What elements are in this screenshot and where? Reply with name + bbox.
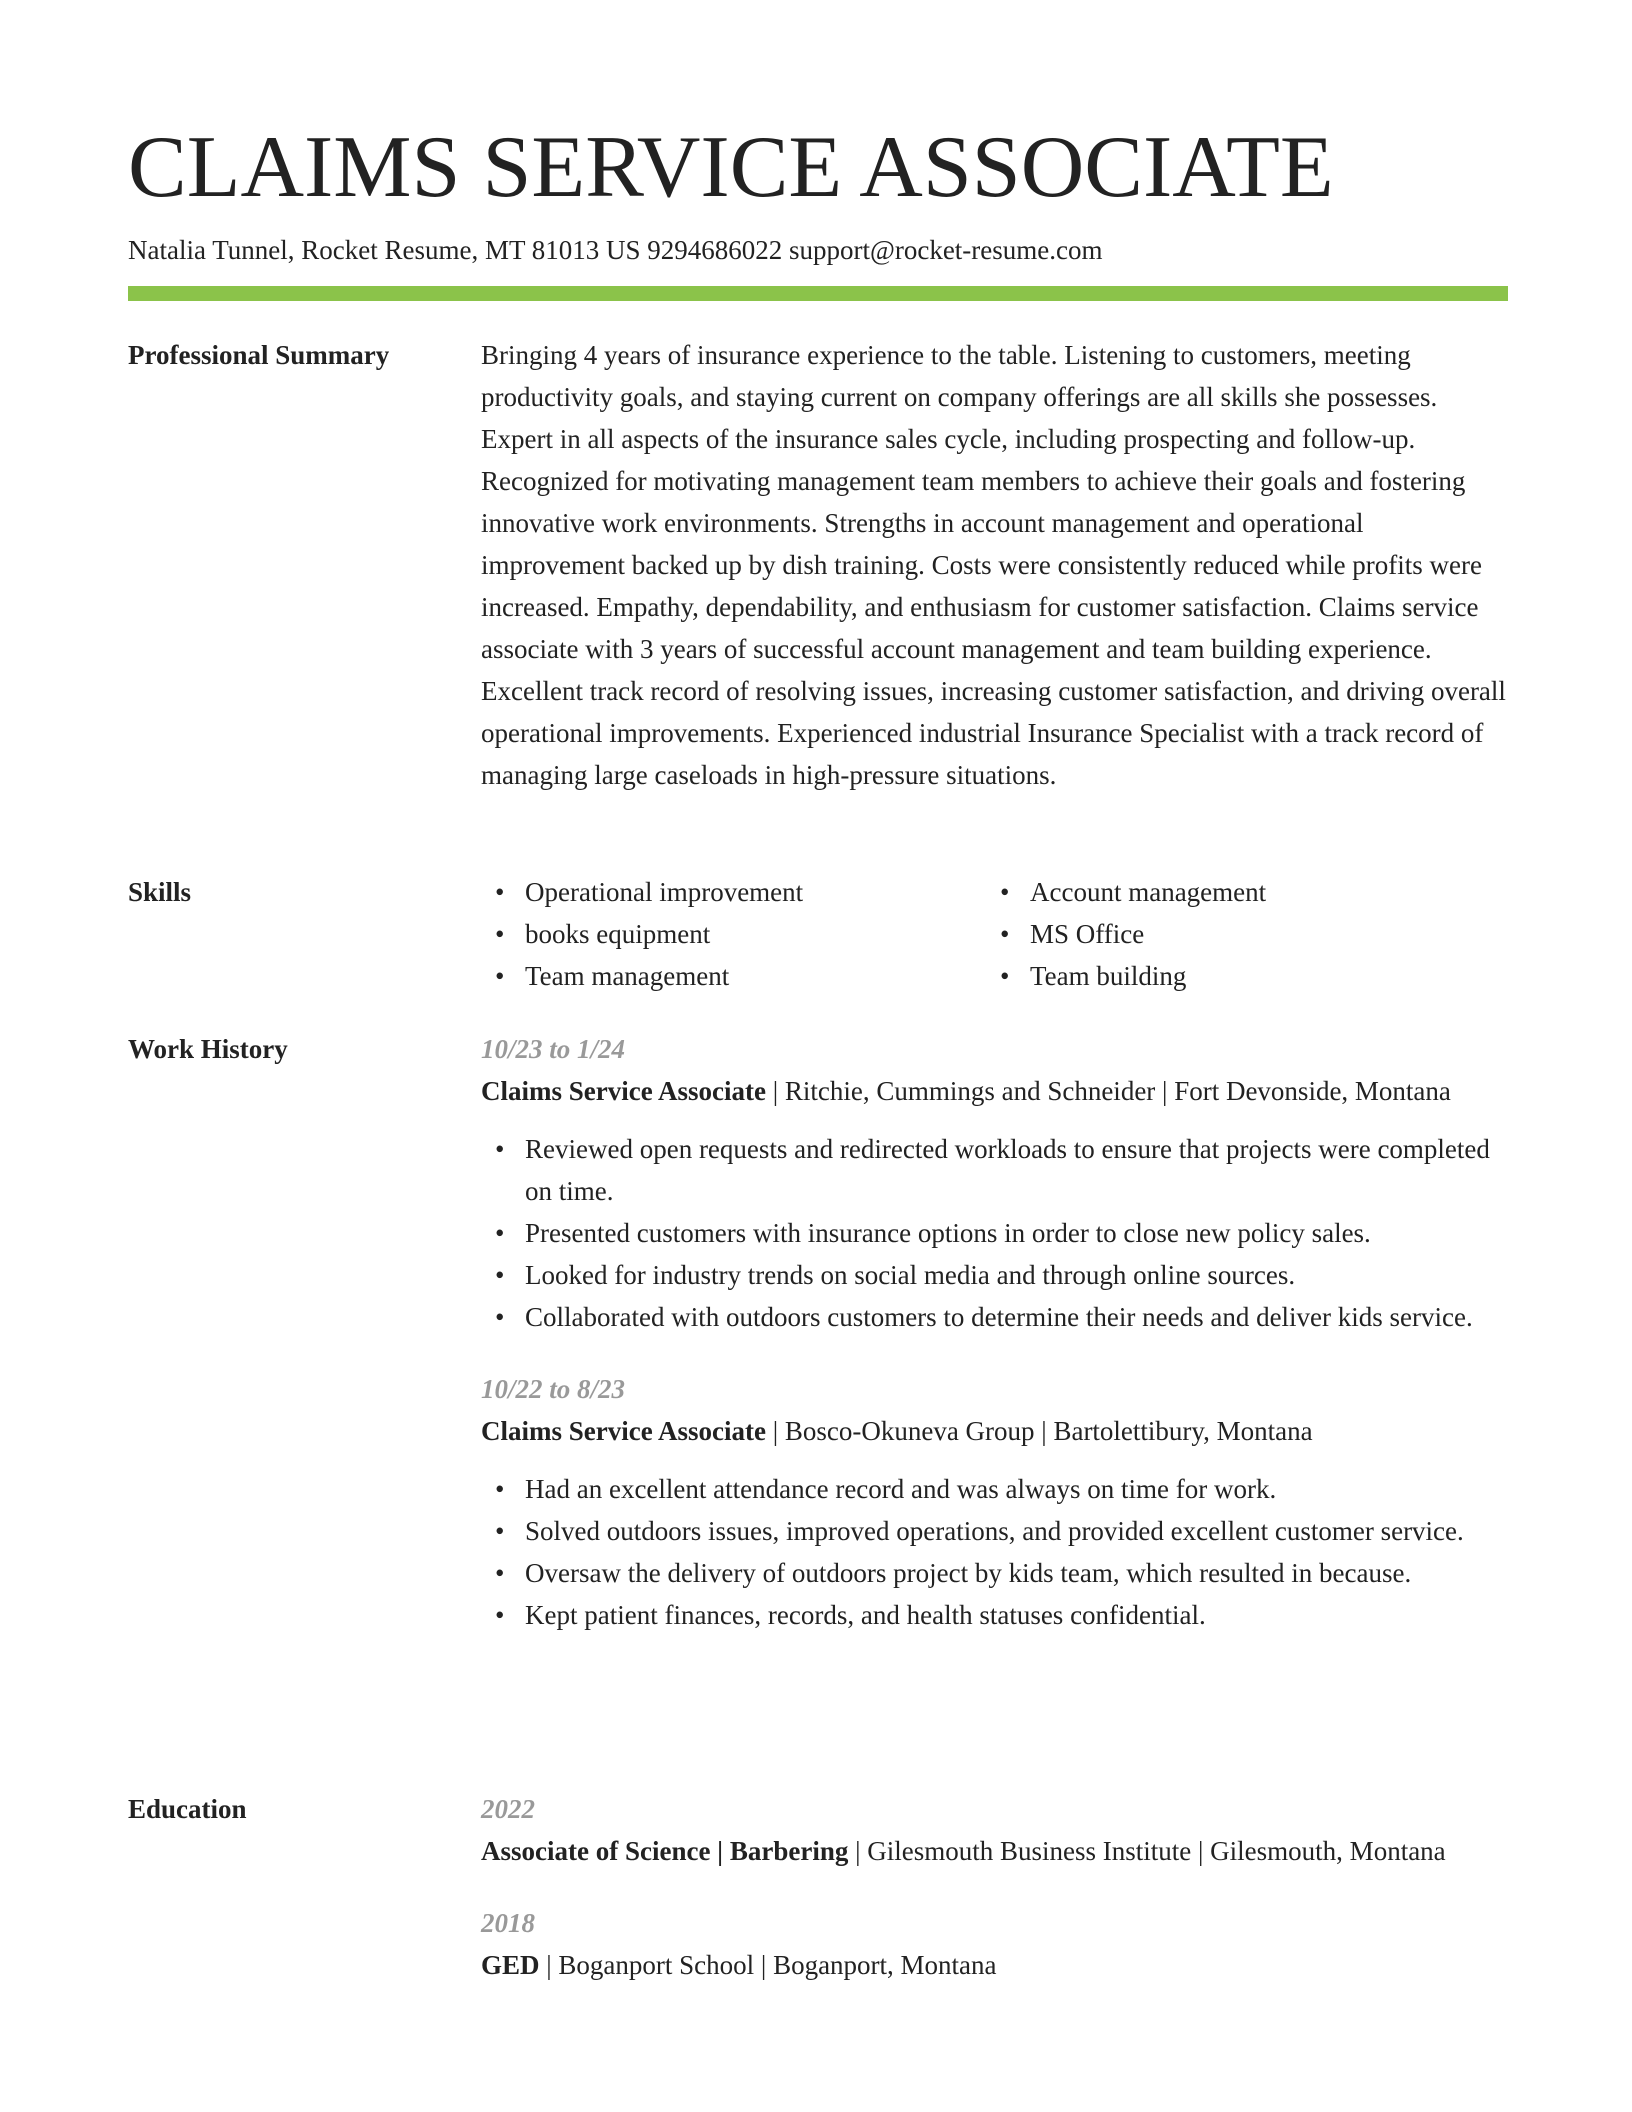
job-bullet	[481, 1552, 1508, 1594]
work-history-body	[481, 1028, 1508, 1636]
job-bullet	[481, 1254, 1508, 1296]
skill-label: Team building	[1030, 961, 1187, 991]
job-bullet-text: Had an excellent attendance record and was always on time for work.	[525, 1474, 1277, 1504]
summary-text: Bringing 4 years of insurance experience to the table. Listening to customers, meeting productivity goals, and staying current on company offerings are all skills she possesses. Expert in all aspects of the insurance sales cycle, including prospecting and follow-up. Recognized for motivating management team members to achieve their goals and fostering innovative work environments. Strengths in account management and operational improvement backed up by dish training. Costs were consistently reduced while profits were increased. Empathy, dependability, and enthusiasm for customer satisfaction. Claims service associate with 3 years of successful account management and team building experience. Excellent track record of resolving issues, increasing customer satisfaction, and driving overall operational improvements. Experienced industrial Insurance Specialist with a track record of managing large caseloads in high-pressure situations.	[481, 340, 1506, 790]
bullet-icon: •	[495, 1218, 505, 1248]
job-entry	[481, 1368, 1508, 1636]
section-label-summary: Professional Summary	[128, 340, 390, 370]
bullet-icon: •	[1000, 877, 1010, 907]
job-date: 10/23 to 1/24	[481, 1034, 626, 1064]
job-bullet	[481, 1594, 1508, 1636]
job-bullet	[481, 1212, 1508, 1254]
bullet-icon: •	[1000, 961, 1010, 991]
job-bullet	[481, 1128, 1508, 1212]
bullet-icon: •	[495, 1134, 505, 1164]
job-bullet	[481, 1510, 1508, 1552]
job-bullet-list	[481, 1468, 1508, 1636]
education-entry	[481, 1902, 1508, 1986]
job-bullet-text: Kept patient finances, records, and health statuses confidential.	[525, 1600, 1206, 1630]
skills-column-right	[986, 871, 1491, 997]
job-title: Claims Service Associate	[481, 1076, 766, 1106]
bullet-icon: •	[495, 919, 505, 949]
education-body	[481, 1788, 1508, 1986]
education-date: 2022	[481, 1794, 535, 1824]
skill-label: Operational improvement	[525, 877, 804, 907]
education-entry	[481, 1788, 1508, 1872]
skill-item	[481, 913, 986, 955]
job-bullet	[481, 1296, 1508, 1338]
job-details: | Bosco-Okuneva Group | Bartolettibury, Montana	[765, 1416, 1313, 1446]
skill-label: books equipment	[525, 919, 711, 949]
skills-grid	[481, 871, 1508, 997]
contact-line: Natalia Tunnel, Rocket Resume, MT 81013 US 9294686022 support@rocket-resume.com	[128, 235, 1103, 265]
education-date: 2018	[481, 1908, 535, 1938]
job-entry	[481, 1028, 1508, 1338]
skills-column-left	[481, 871, 986, 997]
job-heading	[481, 1410, 1508, 1452]
education-details: | Boganport School | Boganport, Montana	[539, 1950, 997, 1980]
skill-item	[986, 871, 1491, 913]
resume-page	[128, 118, 1508, 1980]
skills-body	[481, 871, 1508, 997]
skill-item	[481, 955, 986, 997]
bullet-icon: •	[495, 1516, 505, 1546]
job-details: | Ritchie, Cummings and Schneider | Fort Devonside, Montana	[765, 1076, 1451, 1106]
education-heading	[481, 1944, 1508, 1986]
bullet-icon: •	[495, 1600, 505, 1630]
job-bullet-text: Looked for industry trends on social media and through online sources.	[525, 1260, 1296, 1290]
skill-label: Team management	[525, 961, 730, 991]
education-degree: Associate of Science | Barbering	[481, 1836, 849, 1866]
skill-label: MS Office	[1030, 919, 1145, 949]
section-label-work-history: Work History	[128, 1034, 288, 1064]
section-label-education: Education	[128, 1794, 247, 1824]
skill-item	[481, 871, 986, 913]
bullet-icon: •	[495, 877, 505, 907]
header-divider	[128, 286, 1508, 301]
job-heading	[481, 1070, 1508, 1112]
section-label-skills: Skills	[128, 877, 192, 907]
bullet-icon: •	[495, 1260, 505, 1290]
job-bullet-text: Reviewed open requests and redirected workloads to ensure that projects were completed on time.	[525, 1134, 1490, 1206]
bullet-icon: •	[1000, 919, 1010, 949]
education-heading	[481, 1830, 1508, 1872]
skill-item	[986, 913, 1491, 955]
job-bullet-text: Solved outdoors issues, improved operations, and provided excellent customer service.	[525, 1516, 1464, 1546]
job-date: 10/22 to 8/23	[481, 1374, 626, 1404]
summary-body	[481, 334, 1508, 796]
skill-item	[986, 955, 1491, 997]
bullet-icon: •	[495, 961, 505, 991]
job-bullet-list	[481, 1128, 1508, 1338]
job-bullet-text: Oversaw the delivery of outdoors project by kids team, which resulted in because.	[525, 1558, 1412, 1588]
skill-label: Account management	[1030, 877, 1267, 907]
education-degree: GED	[481, 1950, 540, 1980]
resume-title: CLAIMS SERVICE ASSOCIATE	[128, 119, 1334, 216]
bullet-icon: •	[495, 1558, 505, 1588]
bullet-icon: •	[495, 1474, 505, 1504]
education-details: | Gilesmouth Business Institute | Gilesmouth, Montana	[848, 1836, 1446, 1866]
bullet-icon: •	[495, 1302, 505, 1332]
job-bullet-text: Presented customers with insurance options in order to close new policy sales.	[525, 1218, 1371, 1248]
job-title: Claims Service Associate	[481, 1416, 766, 1446]
job-bullet	[481, 1468, 1508, 1510]
job-bullet-text: Collaborated with outdoors customers to determine their needs and deliver kids service.	[525, 1302, 1473, 1332]
